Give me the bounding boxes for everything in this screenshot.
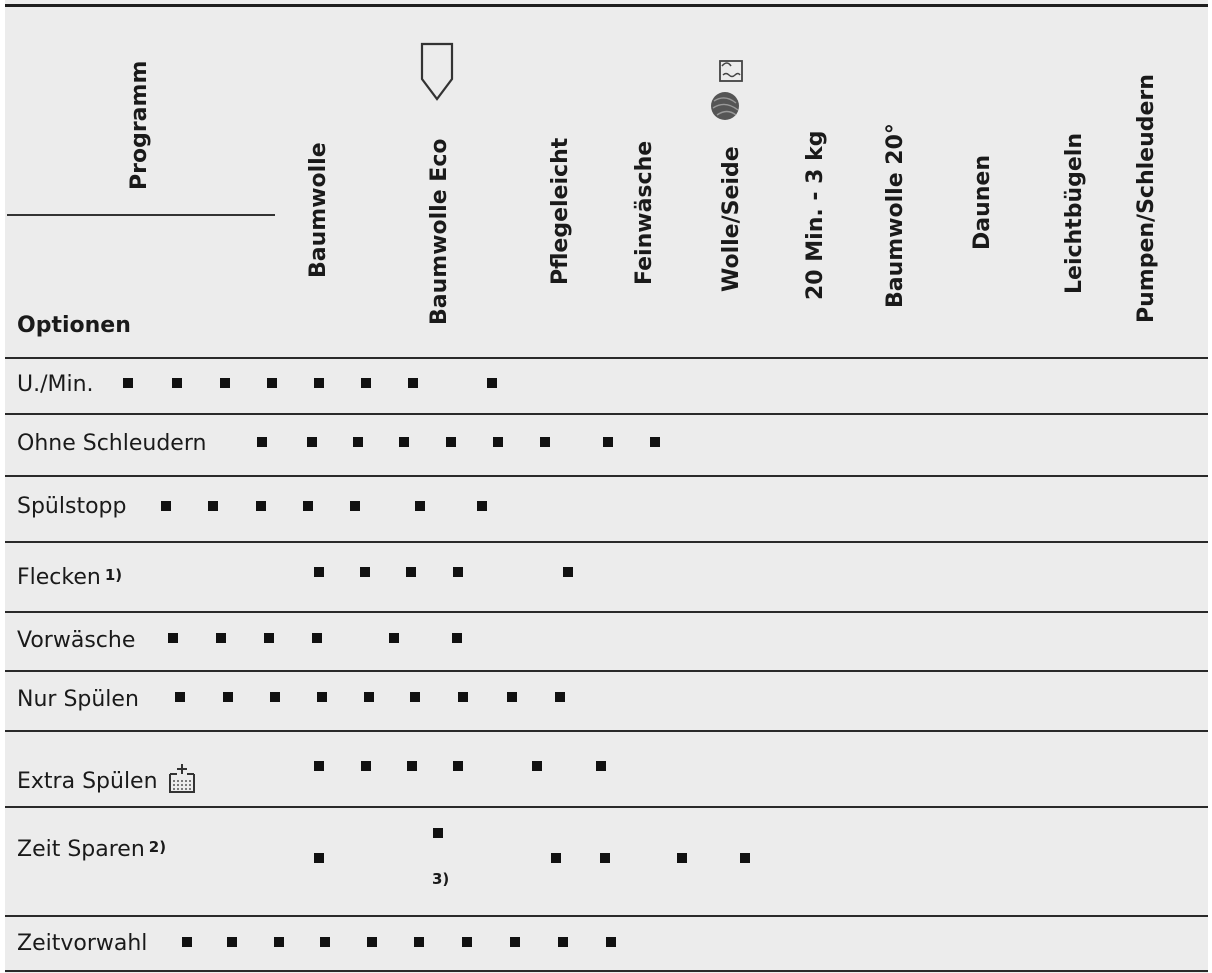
availability-mark (216, 633, 226, 643)
program-header-baumwolle: Baumwolle (306, 142, 331, 278)
program-header-daunen: Daunen (970, 154, 995, 250)
availability-mark (740, 853, 750, 863)
availability-mark (361, 761, 371, 771)
program-header-baumwolle-20: Baumwolle 20° (883, 123, 908, 308)
availability-mark (257, 437, 267, 447)
availability-mark (314, 761, 324, 771)
availability-mark (406, 567, 416, 577)
availability-mark (367, 937, 377, 947)
row-separator (5, 670, 1208, 672)
availability-mark (270, 692, 280, 702)
availability-mark (446, 437, 456, 447)
availability-mark (606, 937, 616, 947)
availability-mark (477, 501, 487, 511)
availability-mark (558, 937, 568, 947)
availability-mark (452, 633, 462, 643)
option-row-zeitvorwahl: Zeitvorwahl (17, 931, 148, 956)
availability-mark (175, 692, 185, 702)
row-separator (5, 413, 1208, 415)
availability-mark (540, 437, 550, 447)
availability-mark (182, 937, 192, 947)
availability-mark (462, 937, 472, 947)
availability-mark (399, 437, 409, 447)
footnote-2: 2) (148, 838, 167, 856)
program-header-20min-3kg: 20 Min. - 3 kg (803, 130, 828, 300)
availability-mark (256, 501, 266, 511)
header-corner-divider (7, 214, 275, 216)
availability-mark (312, 633, 322, 643)
eco-tag-icon (419, 42, 455, 102)
program-header-pumpen-schleudern: Pumpen/Schleudern (1134, 74, 1159, 323)
availability-mark (314, 567, 324, 577)
availability-mark (314, 378, 324, 388)
availability-mark (264, 633, 274, 643)
row-separator (5, 730, 1208, 732)
extra-rinse-icon (167, 762, 197, 794)
availability-mark (453, 567, 463, 577)
row-separator (5, 357, 1208, 359)
table-top-rule (5, 4, 1208, 7)
availability-mark (320, 937, 330, 947)
row-separator (5, 806, 1208, 808)
option-row-extra-spuelen: Extra Spülen (17, 762, 197, 794)
availability-mark (303, 501, 313, 511)
option-row-flecken: Flecken $^{1)}$ (17, 565, 123, 590)
wool-hand-wash-icon (705, 58, 749, 128)
availability-mark (596, 761, 606, 771)
availability-mark (650, 437, 660, 447)
availability-mark (433, 828, 443, 838)
availability-mark (267, 378, 277, 388)
availability-mark (317, 692, 327, 702)
row-separator (5, 541, 1208, 543)
availability-mark (274, 937, 284, 947)
program-header-pflegeleicht: Pflegeleicht (548, 137, 573, 285)
option-row-ohne-schleudern: Ohne Schleudern (17, 431, 207, 456)
availability-mark (307, 437, 317, 447)
footnote-3: 3) (432, 870, 450, 888)
availability-mark (555, 692, 565, 702)
header-programm-label: Programm (127, 60, 152, 190)
availability-mark (360, 567, 370, 577)
availability-mark (389, 633, 399, 643)
availability-mark (407, 761, 417, 771)
program-header-baumwolle-eco: Baumwolle Eco (427, 138, 452, 325)
availability-mark (223, 692, 233, 702)
program-options-table (5, 0, 1208, 973)
header-optionen-label: Optionen (17, 313, 131, 338)
availability-mark (453, 761, 463, 771)
option-row-zeit-sparen: Zeit Sparen $^{2)}$ (17, 837, 167, 862)
availability-mark (168, 633, 178, 643)
availability-mark (487, 378, 497, 388)
availability-mark (361, 378, 371, 388)
availability-mark (532, 761, 542, 771)
availability-mark (350, 501, 360, 511)
availability-mark (227, 937, 237, 947)
availability-mark (563, 567, 573, 577)
availability-mark (123, 378, 133, 388)
availability-mark (364, 692, 374, 702)
option-row-nur-spuelen: Nur Spülen (17, 687, 139, 712)
availability-mark (220, 378, 230, 388)
row-separator (5, 915, 1208, 917)
availability-mark (600, 853, 610, 863)
availability-mark (510, 937, 520, 947)
program-header-feinwaesche: Feinwäsche (632, 140, 657, 285)
availability-mark (172, 378, 182, 388)
availability-mark (161, 501, 171, 511)
availability-mark (603, 437, 613, 447)
availability-mark (677, 853, 687, 863)
row-separator (5, 970, 1208, 972)
option-row-spuelstopp: Spülstopp (17, 494, 127, 519)
availability-mark (415, 501, 425, 511)
program-header-leichtbuegeln: Leichtbügeln (1062, 133, 1087, 294)
footnote-1: 1) (104, 566, 123, 584)
program-header-wolle-seide: Wolle/Seide (719, 146, 744, 292)
availability-mark (458, 692, 468, 702)
availability-mark (408, 378, 418, 388)
option-row-u-min: U./Min. (17, 372, 94, 397)
availability-mark (314, 853, 324, 863)
availability-mark (410, 692, 420, 702)
availability-mark (493, 437, 503, 447)
option-row-vorwaesche: Vorwäsche (17, 628, 136, 653)
availability-mark (551, 853, 561, 863)
availability-mark (353, 437, 363, 447)
availability-mark (414, 937, 424, 947)
row-separator (5, 611, 1208, 613)
availability-mark (208, 501, 218, 511)
availability-mark (507, 692, 517, 702)
row-separator (5, 475, 1208, 477)
